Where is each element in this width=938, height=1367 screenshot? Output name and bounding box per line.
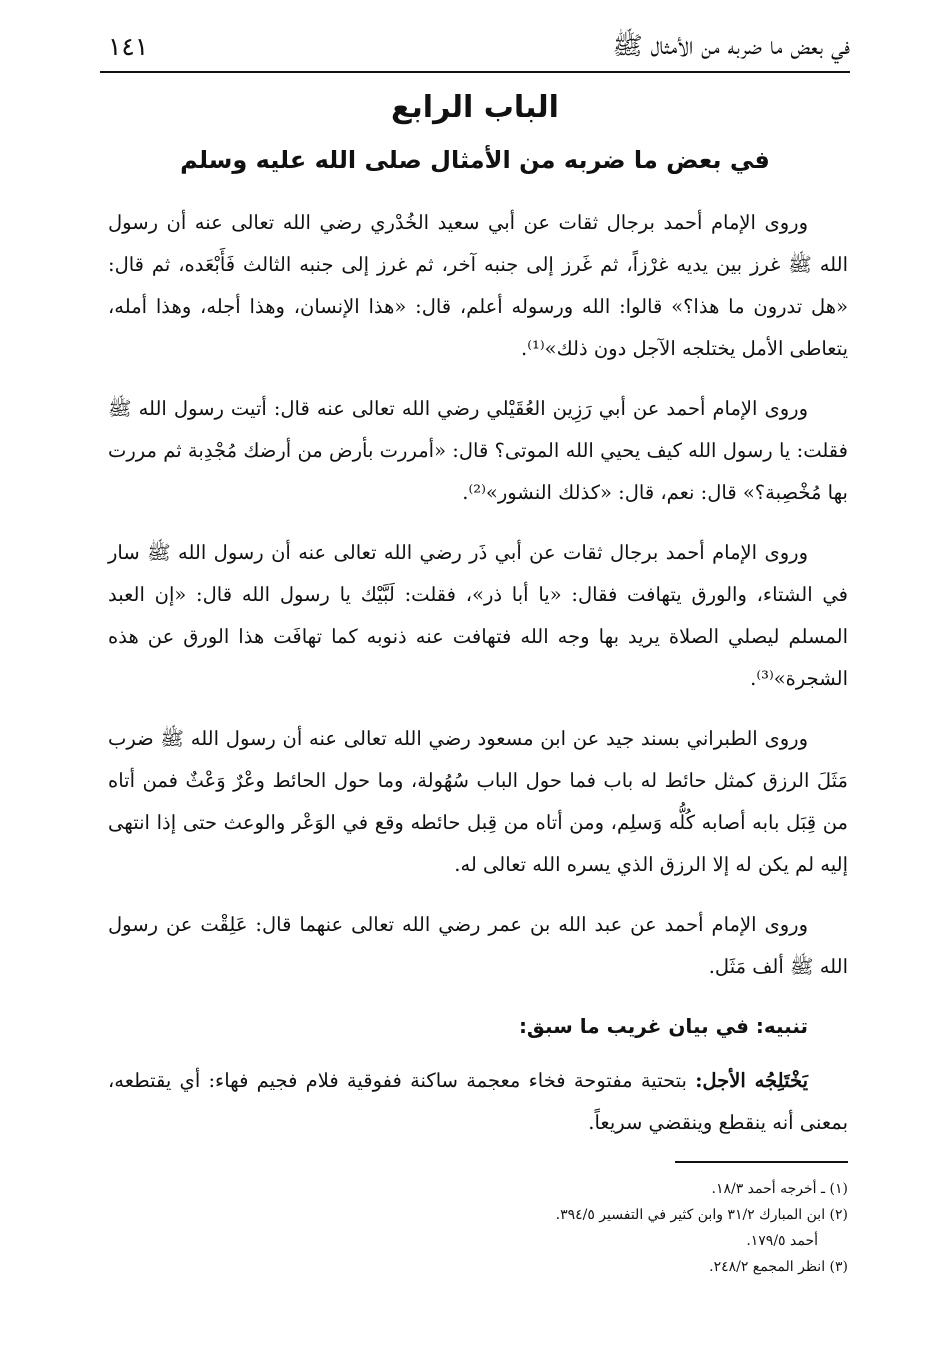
- paragraph-2: وروى الإمام أحمد عن أبي رَزِين العُقَيْلي رضي الله تعالى عنه قال: أتيت رسول الله ﷺ فقلت: يا رسول الله كيف يحيي الله الموتى؟ قال: «أمررت بأرض من أرضك مُجْدِبة ثم مررت بها مُخْصِبة؟» قال: نعم، قال: «كذلك النشور»⁽²⁾.: [108, 397, 848, 504]
- footnote-1: (١) ـ أخرجه أحمد ١٨/٣.: [711, 1181, 848, 1197]
- note-term: يَخْتَلِجُه الأجل:: [695, 1069, 808, 1092]
- note-definition: [108, 1060, 848, 1144]
- paragraph-1: وروى الإمام أحمد برجال ثقات عن أبي سعيد الخُدْري رضي الله تعالى عنه أن رسول الله ﷺ غرز بين يديه غرْزاً، ثم غَرز إلى جنبه آخر، ثم غرز إلى جنبه الثالث فَأَبْعَده، ثم قال: «هل تدرون ما هذا؟» قالوا: الله ورسوله أعلم، قال: «هذا الإنسان، وهذا أجله، وهذا أمله، يتعاطى الأمل يختلجه الآجل دون ذلك»⁽¹⁾.: [108, 211, 848, 360]
- footnotes: [300, 1176, 848, 1280]
- paragraph-3: وروى الإمام أحمد برجال ثقات عن أبي ذَر رضي الله تعالى عنه أن رسول الله ﷺ سار في الشتاء، والورق يتهافت فقال: «يا أبا ذر»، فقلت: لَبَّيْك يا رسول الله قال: «إن العبد المسلم ليصلي الصلاة يريد بها وجه الله فتهافت عنه ذنوبه كما تهافَت هذا الورق عن هذه الشجرة»⁽³⁾.: [108, 541, 848, 690]
- footnote-2-continued: أحمد ١٧٩/٥.: [746, 1233, 818, 1249]
- page-number: ١٤١: [108, 32, 149, 61]
- footnote-rule: [675, 1161, 848, 1163]
- paragraph-4: وروى الطبراني بسند جيد عن ابن مسعود رضي الله تعالى عنه أن رسول الله ﷺ ضرب مَثَلَ الرزق كمثل حائط له باب فما حول الباب سُهُولة، وما حول الحائط وعْرٌ وَعْثٌ فمن أتاه من قِبَل بابه أصابه كُلُّه وَسلِم، ومن أتاه من قِبل حائطه وقع في الوَعْر والوعث حتى إذا انتهى إليه لم يكن له إلا الرزق الذي يسره الله تعالى له.: [108, 727, 848, 876]
- body-text: [108, 202, 848, 1144]
- note-heading: تنبيه: في بيان غريب ما سبق:: [518, 1014, 808, 1038]
- note-definition-text: بتحتية مفتوحة فخاء معجمة ساكنة ففوقية فلام فجيم فهاء: أي يقتطعه، بمعنى أنه ينقطع وينقضي سريعاً.: [108, 1069, 848, 1134]
- footnote-3: (٣) انظر المجمع ٢٤٨/٢.: [709, 1259, 848, 1275]
- paragraph-5: وروى الإمام أحمد عن عبد الله بن عمر رضي الله تعالى عنهما قال: عَلِقْت عن رسول الله ﷺ ألف مَثَل.: [108, 913, 848, 978]
- header-rule: [100, 71, 850, 73]
- chapter-subtitle: في بعض ما ضربه من الأمثال صلى الله عليه وسلم: [180, 146, 770, 174]
- footnote-2: (٢) ابن المبارك ٣١/٢ وابن كثير في التفسير ٣٩٤/٥.: [555, 1207, 848, 1223]
- chapter-title: الباب الرابع: [391, 90, 559, 125]
- running-header: [100, 22, 850, 70]
- running-title: في بعض ما ضربه من الأمثال ﷺ: [612, 31, 850, 60]
